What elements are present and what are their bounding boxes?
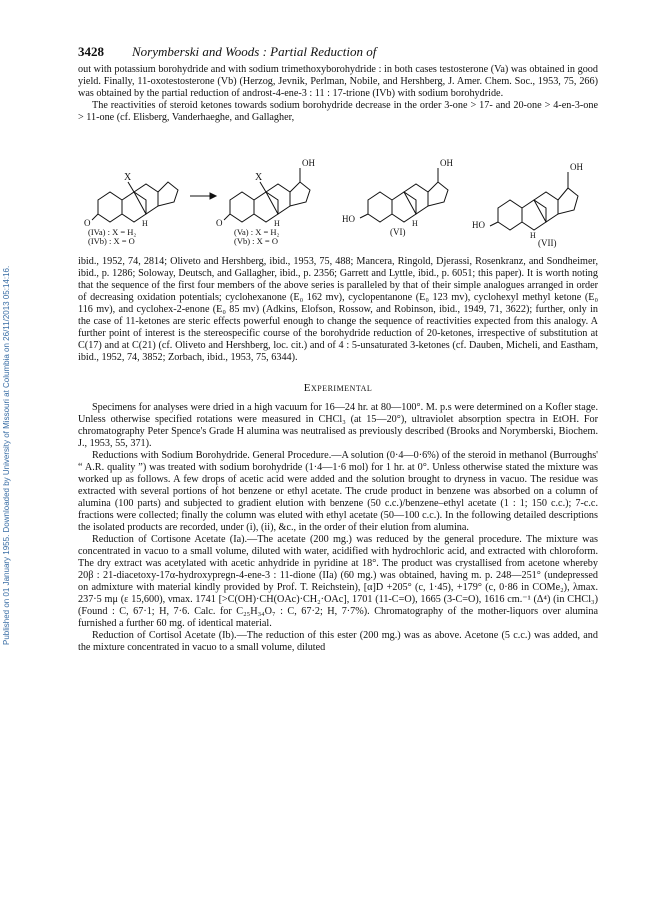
structure-vii [490, 172, 578, 230]
section-heading: Experimental [303, 382, 373, 394]
label-o-v: O [216, 218, 223, 228]
running-title: Norymberski and Woods : Partial Reduction of [132, 44, 377, 59]
label-oh-vi: OH [440, 158, 453, 168]
paragraph: The reactivities of steroid ketones towards sodium borohydride decrease in the order 3-one > 17- and 20-one > 4-en-3-one > 11-one (cf. Elisberg, Vanderhaeghe, and Gallagher, [78, 100, 598, 123]
label-o-iv: O [84, 218, 91, 228]
label-h-vi: H [412, 219, 418, 228]
running-header [78, 44, 598, 60]
page-number: 3428 [78, 44, 104, 59]
paragraph: Specimens for analyses were dried in a high vacuum for 16—24 hr. at 80—100°. M. p.s were determined on a Kofler stage. Unless otherwise specified rotations were measured in CHCl₃ (at 15—20°), ultraviolet absorption spectra in EtOH. For chromatography Peter Spence's Grade H alumina was neutralised as previously described (Brooks and Norymberski, Biochem. J., 1953, 55, 371). [78, 402, 598, 449]
structure-vi [360, 168, 448, 222]
label-v: (Va) : X = H₂ (Vb) : X = O [234, 228, 280, 246]
structure-iv [92, 182, 178, 222]
label-iv: (IVa) : X = H₂ (IVb) : X = O [88, 228, 137, 246]
label-ho-vi: HO [342, 214, 355, 224]
paragraph: ibid., 1952, 74, 2814; Oliveto and Hershberg, ibid., 1953, 75, 488; Mancera, Ringold, Djerassi, Rosenkranz, and Sondheimer, ibid., p. 1286; Soloway, Deutsch, and Gallagher, ibid., p. 2356; Garrett and Lyttle, ibid., p. 6051; this paper). It is worth noting that the sequence of the first four members of the above series is paralleled by that of their simple analogues arranged in order of decreasing oxidation potentials; cyclohexanone (E₀ 162 mv), cyclopentanone (E₀ 123 mv), cyclohexyl methyl ketone (E₀ 116 mv), and cyclohex-2-enone (E₀ 85 mv) (Adkins, Elofson, Rossow, and Robinson, ibid., 1949, 71, 3622); further, only in the case of 11-ketones are steric effects powerful enough to change the sequence of reactivities expected from this analogy. A further point of interest is the stereospecific course of the borohydride reduction of 20-ketones, irrespective of substitution at C(17) and at C(21) (cf. Oliveto and Hershberg, loc. cit.) and of 4 : 5-unsaturated 3-ketones (cf. Dauben, Micheli, and Eastham, ibid., 1952, 74, 3852; Zorbach, ibid., 1953, 75, 6344). [78, 256, 598, 363]
structure-v [224, 168, 310, 222]
label-vi: (VI) [390, 227, 406, 237]
label-h-iv: H [142, 219, 148, 228]
paragraph: Reduction of Cortisone Acetate (Ia).—The acetate (200 mg.) was reduced by the general procedure. The mixture was concentrated in vacuo to a small volume, diluted with water, acidified with hydrochloric acid, and extracted with chloroform. The dry extract was acetylated with acetic anhydride in pyridine at 18°. The product was crystallised from acetone whereby 20β : 21-diacetoxy-17α-hydroxypregn-4-ene-3 : 11-dione (IIa) (60 mg.) was obtained, having m. p. 248—251° (undepressed on admixture with material kindly provided by Prof. T. Reichstein), [α]D +205° (c, 1·45), +179° (c, 0·86 in COMe₂), λmax. 237·5 mμ (ε 15,600), νmax. 1741 [>C(OH)·CH(OAc)·CH₂·OAc], 1701 (11-C=O), 1665 (3-C=O), 1616 cm.⁻¹ (Δ⁴) (in CHCl₃) (Found : C, 67·1; H, 7·6. Calc. for C₂₅H₃₄O₇ : C, 67·2; H, 7·7%). Chromatography of the mother-liquors over alumina furnished a further 60 mg. of identical material. [78, 534, 598, 629]
label-oh-vii: OH [570, 162, 583, 172]
label-h-vii: H [530, 231, 536, 240]
paragraph: Reduction of Cortisol Acetate (Ib).—The reduction of this ester (200 mg.) was as above. Acetone (5 c.c.) was added, and the mixture concentrated in vacuo to a small volume, diluted [78, 630, 598, 653]
paragraph: Reductions with Sodium Borohydride. General Procedure.—A solution (0·4—0·6%) of the steroid in methanol (Burroughs' “ A.R. quality ”) was treated with sodium borohydride (1·4—1·6 mol) for 1 hr. at 0°. Unless otherwise stated the mixture was worked up as follows. A few drops of acetic acid were added and the solution brought to dryness in vacuo. The residue was extracted with several portions of hot benzene or ethyl acetate. The crude product in benzene was absorbed on a column of alumina (100 parts) and subjected to gradient elution with benzene (50 c.c.)/benzene–ethyl acetate (1 : 1; 150 c.c.); 7-c.c. fractions were collected; finally the column was eluted with ethyl acetate (50—100 c.c.). In the following detailed descriptions the isolated products are recorded, under (i), (ii), &c., in the order of their elution from alumina. [78, 450, 598, 533]
label-x-iv: X [124, 172, 132, 183]
page-content [78, 44, 598, 654]
label-x-v: X [255, 172, 263, 183]
label-vii: (VII) [538, 238, 557, 248]
label-oh-v: OH [302, 158, 315, 168]
steroid-structures [78, 130, 598, 250]
label-ho-vii: HO [472, 220, 485, 230]
label-h-v: H [274, 219, 280, 228]
paragraph: out with potassium borohydride and with sodium trimethoxyborohydride : in both cases testosterone (Va) was obtained in good yield. Finally, 11-oxotestosterone (Vb) (Herzog, Jevnik, Perlman, Nobile, and Hershberg, J. Amer. Chem. Soc., 1953, 75, 266) was obtained by the partial reduction of androst-4-ene-3 : 11 : 17-trione (IVb) with sodium borohydride. [78, 64, 598, 99]
download-notice: Published on 01 January 1955. Downloaded by University of Missouri at Columbia on 26/11/2013 05:14:16. [2, 265, 11, 645]
structure-figure [78, 130, 598, 250]
